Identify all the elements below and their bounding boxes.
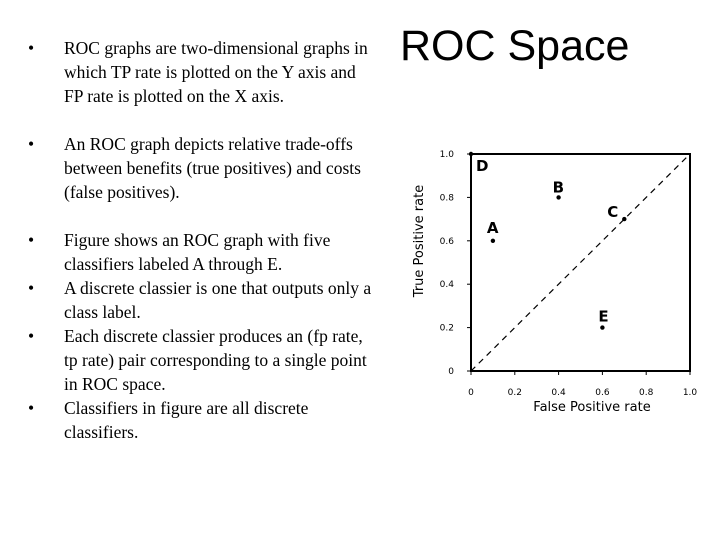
diagonal-line bbox=[471, 154, 690, 371]
bullet-dot: • bbox=[28, 134, 35, 154]
point-label-a: A bbox=[486, 218, 499, 237]
bullet-dot: • bbox=[28, 398, 35, 418]
x-tick-label: 0 bbox=[468, 388, 474, 398]
bullet-text: A discrete classier is one that outputs only a class label. bbox=[64, 278, 372, 322]
bullet-text: An ROC graph depicts relative trade-offs between benefits (true positives) and costs (false positives). bbox=[64, 134, 361, 202]
x-tick-label: 0.2 bbox=[507, 388, 522, 398]
bullet-text: Each discrete classier produces an (fp rate, tp rate) pair corresponding to a single point in ROC space. bbox=[64, 326, 367, 394]
roc-plot-area bbox=[412, 150, 697, 415]
x-tick-label: 1.0 bbox=[682, 388, 698, 398]
y-tick-label: 0.6 bbox=[439, 236, 454, 247]
data-point-e bbox=[600, 325, 604, 329]
bullet-text: Figure shows an ROC graph with five classifiers labeled A through E. bbox=[64, 230, 331, 274]
x-tick-label: 0.8 bbox=[639, 388, 654, 398]
x-axis-label: False Positive rate bbox=[533, 400, 651, 415]
x-tick-label: 0.6 bbox=[595, 388, 610, 398]
bullet-dot: • bbox=[28, 326, 35, 346]
y-tick-label: 1.0 bbox=[439, 150, 454, 160]
data-point-a bbox=[491, 239, 495, 243]
y-axis-label: True Positive rate bbox=[412, 184, 427, 298]
y-tick-label: 0.8 bbox=[439, 193, 454, 204]
data-point-d bbox=[469, 152, 473, 156]
bullet-text: ROC graphs are two-dimensional graphs in which TP rate is plotted on the Y axis and FP rate is plotted on the X axis. bbox=[64, 38, 368, 106]
point-label-d: D bbox=[476, 157, 489, 175]
y-tick-label: 0.2 bbox=[439, 323, 454, 334]
bullet-dot: • bbox=[28, 278, 35, 298]
y-tick-label: 0 bbox=[448, 367, 454, 377]
point-label-b: B bbox=[552, 178, 565, 197]
data-point-c bbox=[622, 217, 626, 221]
bullet-dot: • bbox=[28, 230, 35, 250]
slide-title: ROC Space bbox=[400, 22, 630, 70]
bullet-text: Classifiers in figure are all discrete classifiers. bbox=[64, 398, 309, 442]
y-tick-label: 0.4 bbox=[439, 280, 454, 291]
x-tick-label: 0.4 bbox=[551, 388, 566, 398]
point-label-e: E bbox=[598, 307, 609, 326]
bullet-dot: • bbox=[28, 38, 35, 58]
point-label-c: C bbox=[607, 203, 619, 222]
